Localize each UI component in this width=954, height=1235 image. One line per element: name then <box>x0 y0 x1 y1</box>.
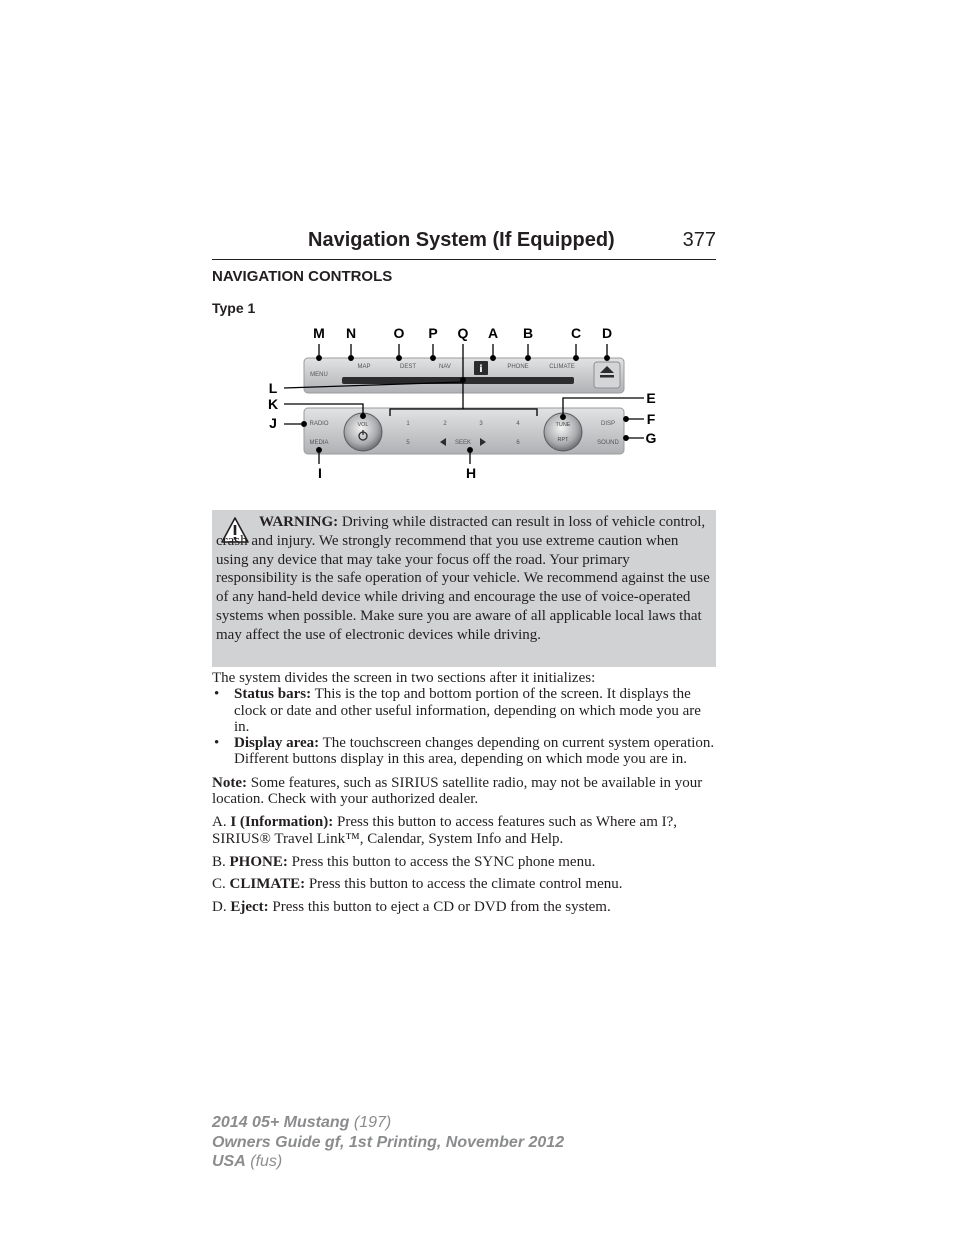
footer-line-2 <box>212 1133 564 1153</box>
item-letter: C. <box>212 876 226 893</box>
note-text: Some features, such as SIRIUS satellite radio, may not be available in your location. Check with your authorized dealer. <box>212 774 703 808</box>
preset-5-button[interactable]: 5 <box>406 440 410 446</box>
item-d <box>212 899 716 915</box>
rpt-label: RPT <box>557 437 569 443</box>
item-term: Eject: <box>230 898 269 915</box>
callout-e: E <box>646 390 656 406</box>
menu-button[interactable]: MENU <box>310 372 328 378</box>
callout-b: B <box>522 325 534 341</box>
list-item <box>212 686 716 735</box>
radio-button[interactable]: RADIO <box>309 421 329 427</box>
item-text: Press this button to access the climate control menu. <box>308 876 623 893</box>
callout-h: H <box>465 465 477 481</box>
warning-label: WARNING: <box>259 514 339 530</box>
chapter-title: Navigation System (If Equipped) <box>308 229 615 251</box>
callout-n: N <box>345 325 357 341</box>
callout-c: C <box>570 325 582 341</box>
preset-2-button[interactable]: 2 <box>443 421 447 427</box>
bullet-text: This is the top and bottom portion of the screen. It displays the clock or date and other useful information, depending on which mode you are in. <box>234 686 701 735</box>
callout-f: F <box>646 411 656 427</box>
item-b <box>212 854 716 870</box>
callout-m: M <box>313 325 325 341</box>
dest-button[interactable]: DEST <box>399 364 417 370</box>
upper-panel <box>304 358 624 393</box>
item-term: PHONE: <box>229 853 288 870</box>
nav-button[interactable]: NAV <box>439 364 451 370</box>
item-text: Press this button to access the SYNC phone menu. <box>291 853 596 870</box>
bullet-term: Display area: <box>234 735 320 752</box>
media-button[interactable]: MEDIA <box>309 440 329 446</box>
preset-6-button[interactable]: 6 <box>516 440 520 446</box>
item-a <box>212 814 716 847</box>
footer-line-3 <box>212 1152 564 1172</box>
footer-line-1 <box>212 1113 564 1133</box>
body-text <box>212 670 716 915</box>
vol-label: VOL <box>357 422 369 428</box>
footer-printing: Owners Guide gf, 1st Printing, November 2012 <box>212 1133 565 1151</box>
callout-d: D <box>601 325 613 341</box>
warning-box <box>212 510 716 667</box>
callout-j: J <box>269 415 277 431</box>
item-term: CLIMATE: <box>229 876 306 893</box>
navigation-controls-figure <box>260 320 680 485</box>
sound-button[interactable]: SOUND <box>597 440 619 446</box>
bullet-list <box>212 686 716 767</box>
page-header <box>212 229 716 260</box>
item-letter: A. <box>212 814 227 831</box>
info-icon: i <box>479 364 483 375</box>
warning-text <box>216 513 712 645</box>
bullet-term: Status bars: <box>234 686 312 703</box>
climate-button[interactable]: CLIMATE <box>549 364 575 370</box>
footer-market: USA <box>212 1153 246 1170</box>
preset-4-button[interactable]: 4 <box>516 421 520 427</box>
warning-body: Driving while distracted can result in loss of vehicle control, crash and injury. We strongly recommend that you use extreme caution when using any device that may take your focus off the road. Your primary responsibility is the safe operation of your vehicle. We recommend against the use of any hand-held device while driving and encourage the use of voice-operated systems when possible. Make sure you are aware of all applicable local laws that may affect the use of electronic devices while driving. <box>216 514 710 643</box>
footer-model-code: (197) <box>353 1114 392 1131</box>
seek-button[interactable]: SEEK <box>454 440 472 446</box>
preset-1-button[interactable]: 1 <box>406 421 410 427</box>
callout-g: G <box>645 430 657 446</box>
item-text: Press this button to access features such as Where am I?, SIRIUS® Travel Link™, Calendar, System Info and Help. <box>212 814 678 847</box>
callout-l: L <box>268 380 278 396</box>
item-term: I (Information): <box>230 814 334 831</box>
callout-o: O <box>393 325 405 341</box>
note-label: Note: <box>212 774 247 791</box>
page-number: 377 <box>682 229 716 251</box>
info-button[interactable] <box>474 361 488 375</box>
footer-market-code: (fus) <box>250 1153 283 1170</box>
page-footer <box>212 1113 564 1172</box>
callout-k: K <box>267 396 279 412</box>
callout-a: A <box>487 325 499 341</box>
tune-label: TUNE <box>555 422 571 428</box>
callout-i: I <box>318 465 322 481</box>
phone-button[interactable]: PHONE <box>507 364 529 370</box>
bullet-text: The touchscreen changes depending on current system operation. Different buttons display in this area, depending on which mode you are in. <box>234 735 715 768</box>
item-c <box>212 876 716 892</box>
map-button[interactable]: MAP <box>357 364 371 370</box>
footer-model: 2014 05+ Mustang <box>212 1114 350 1131</box>
eject-button[interactable] <box>594 362 620 388</box>
disc-slot <box>342 377 574 384</box>
list-item <box>212 735 716 768</box>
item-letter: D. <box>212 898 227 915</box>
disp-button[interactable]: DISP <box>600 421 616 427</box>
type-label: Type 1 <box>212 300 256 316</box>
callout-p: P <box>428 325 438 341</box>
callout-q: Q <box>457 325 469 341</box>
intro-paragraph: The system divides the screen in two sections after it initializes: <box>212 670 596 686</box>
note-paragraph <box>212 775 716 808</box>
preset-3-button[interactable]: 3 <box>479 421 483 427</box>
section-title: NAVIGATION CONTROLS <box>212 268 393 285</box>
item-text: Press this button to eject a CD or DVD from the system. <box>272 898 611 915</box>
item-letter: B. <box>212 853 226 870</box>
